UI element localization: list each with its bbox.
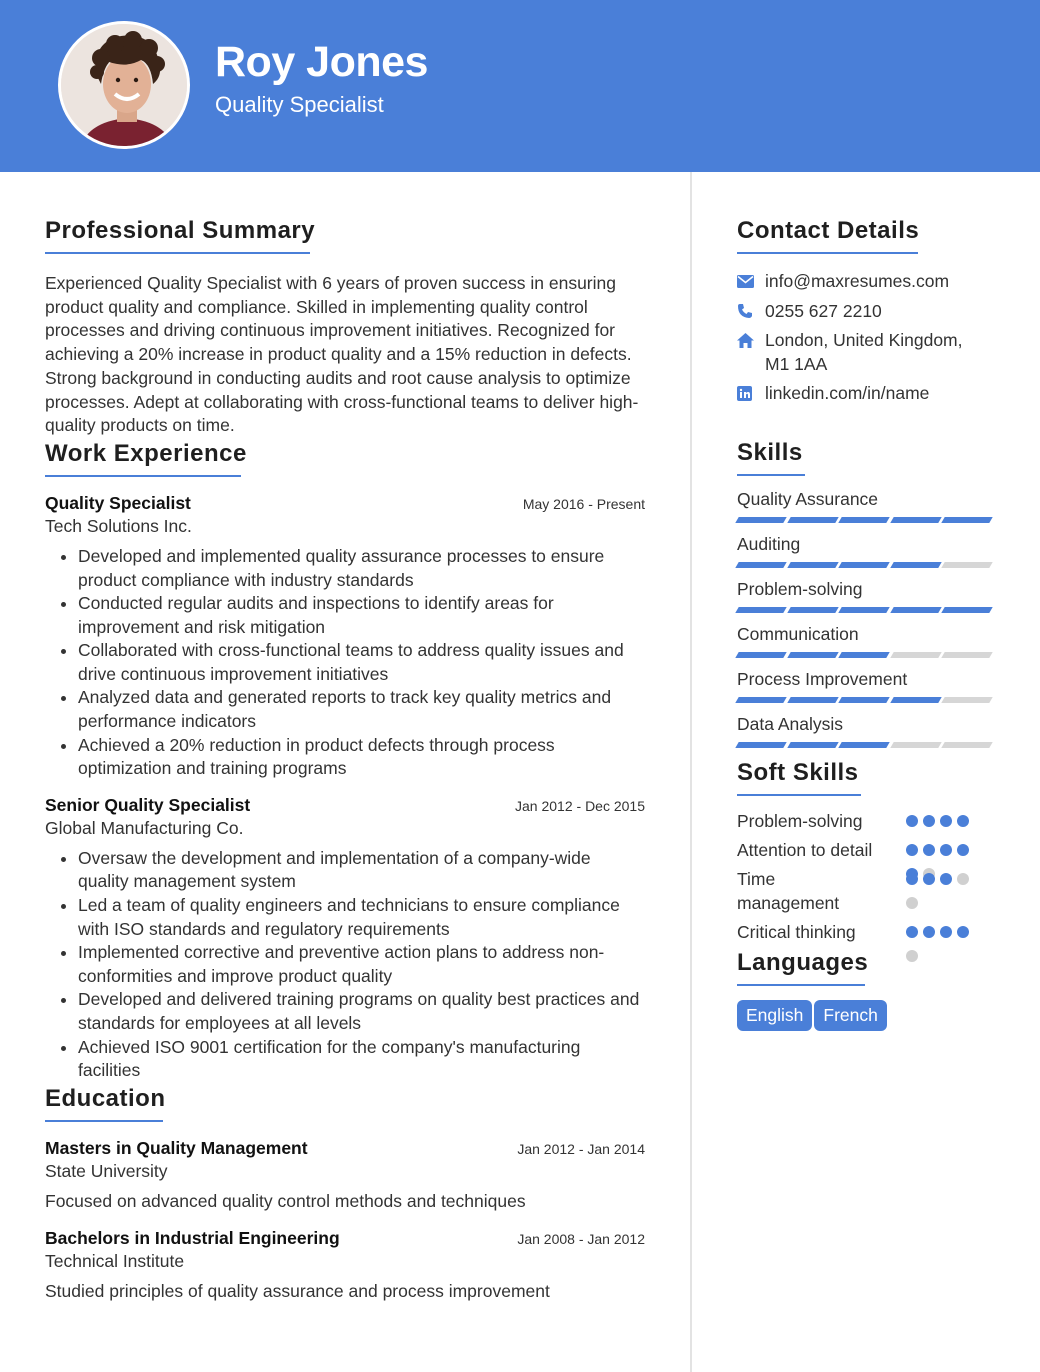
job-entry [45, 493, 645, 781]
skill-level-segment [838, 697, 889, 703]
job-title: Senior Quality Specialist [45, 794, 251, 815]
skill-level-segment [787, 607, 838, 613]
skill-name: Communication [737, 623, 859, 644]
envelope-icon [737, 270, 765, 293]
bullet: • Led a team of quality engineers and technicians to ensure compliance with ISO standards and regulatory requirements [78, 894, 645, 941]
skills-list [737, 489, 997, 748]
soft-skill-name: Problem-solving [737, 810, 863, 831]
skill-level-bar [737, 742, 997, 748]
rating-dot [940, 844, 952, 856]
bullet: • Analyzed data and generated reports to track key quality metrics and performance indicators [78, 686, 645, 733]
contact-section [737, 217, 997, 406]
skill-level-segment [838, 517, 889, 523]
work-section [45, 440, 645, 1083]
candidate-role: Quality Specialist [215, 92, 384, 117]
skill-level-segment [735, 697, 786, 703]
skill-level-segment [890, 607, 941, 613]
education-date: Jan 2008 - Jan 2012 [517, 1230, 645, 1247]
skill-level-segment [787, 742, 838, 748]
skill-level-segment [735, 517, 786, 523]
soft-skill-rating [906, 873, 981, 921]
soft-skills-section [737, 759, 997, 944]
degree: Masters in Quality Management [45, 1137, 308, 1158]
skill-level-segment [941, 517, 992, 523]
soft-skill-name: Attention to detail [737, 839, 873, 860]
soft-skill-name: Time management [737, 868, 840, 913]
phone-text: 0255 627 2210 [765, 300, 882, 321]
education-desc: Focused on advanced quality control methods and techniques [45, 1190, 526, 1211]
job-bullets [45, 545, 645, 781]
job-company: Tech Solutions Inc. [45, 515, 192, 536]
rating-dot [940, 926, 952, 938]
soft-skills-title: Soft Skills [737, 759, 861, 796]
rating-dot [957, 844, 969, 856]
skill-item [737, 489, 997, 523]
job-date: Jan 2012 - Dec 2015 [515, 797, 645, 814]
avatar [58, 21, 190, 149]
home-icon [737, 329, 765, 352]
header [0, 0, 1040, 172]
education-date: Jan 2012 - Jan 2014 [517, 1140, 645, 1157]
rating-dot [957, 926, 969, 938]
skill-level-segment [941, 742, 992, 748]
contact-title: Contact Details [737, 217, 918, 254]
skill-level-segment [890, 517, 941, 523]
skill-item [737, 624, 997, 658]
rating-dot [923, 815, 935, 827]
soft-skill-name: Critical thinking [737, 921, 856, 942]
bullet: • Achieved a 20% reduction in product defects through process optimization and training programs [78, 734, 645, 781]
rating-dot [906, 815, 918, 827]
skills-section [737, 439, 997, 748]
skill-level-segment [787, 697, 838, 703]
rating-dot [906, 844, 918, 856]
job-date: May 2016 - Present [522, 495, 645, 512]
job-title: Quality Specialist [45, 492, 191, 513]
rating-dot [906, 897, 918, 909]
skill-level-bar [737, 562, 997, 568]
skill-level-segment [838, 562, 889, 568]
skill-level-segment [838, 742, 889, 748]
side-column [737, 172, 997, 1031]
contact-phone[interactable] [737, 300, 997, 324]
main-column [45, 172, 645, 1302]
language-badge: English [737, 1000, 812, 1031]
education-title: Education [45, 1085, 163, 1122]
education-desc: Studied principles of quality assurance and process improvement [45, 1280, 550, 1301]
linkedin-icon [737, 382, 765, 405]
bullet: • Developed and implemented quality assurance processes to ensure product compliance with industry standards [78, 545, 645, 592]
education-section [45, 1085, 645, 1302]
bullet: • Conducted regular audits and inspections to identify areas for improvement and risk mitigation [78, 592, 645, 639]
email-text: info@maxresumes.com [765, 271, 950, 291]
rating-dot [940, 815, 952, 827]
candidate-name: Roy Jones [215, 38, 428, 86]
rating-dot [940, 873, 952, 885]
languages-title: Languages [737, 949, 865, 986]
address-text: London, United Kingdom, M1 1AA [765, 330, 963, 374]
rating-dot [906, 950, 918, 962]
linkedin-text: linkedin.com/in/name [765, 383, 930, 403]
summary-section [45, 217, 645, 438]
skill-item [737, 534, 997, 568]
skill-level-segment [787, 652, 838, 658]
skill-name: Quality Assurance [737, 488, 879, 509]
skill-level-segment [735, 652, 786, 658]
bullet: • Achieved ISO 9001 certification for the company's manufacturing facilities [78, 1036, 645, 1083]
job-bullets [45, 847, 645, 1083]
skill-name: Data Analysis [737, 713, 844, 734]
bullet: • Implemented corrective and preventive action plans to address non-conformities and improve product quality [78, 941, 645, 988]
soft-skill-item [737, 920, 997, 944]
school: Technical Institute [45, 1250, 185, 1271]
rating-dot [923, 844, 935, 856]
work-title: Work Experience [45, 440, 241, 477]
skill-level-segment [735, 562, 786, 568]
rating-dot [906, 926, 918, 938]
skill-item [737, 579, 997, 613]
degree: Bachelors in Industrial Engineering [45, 1227, 340, 1248]
rating-dot [906, 873, 918, 885]
skill-level-segment [735, 607, 786, 613]
skill-level-bar [737, 697, 997, 703]
rating-dot [957, 873, 969, 885]
soft-skills-list [737, 809, 997, 944]
rating-dot [957, 815, 969, 827]
skill-level-segment [838, 652, 889, 658]
skill-level-segment [941, 652, 992, 658]
contact-linkedin[interactable] [737, 382, 997, 406]
skill-level-segment [735, 742, 786, 748]
bullet: • Oversaw the development and implementation of a company-wide quality management system [78, 847, 645, 894]
column-divider [690, 172, 692, 1372]
skills-title: Skills [737, 439, 805, 476]
soft-skill-item [737, 838, 997, 862]
soft-skill-rating [906, 926, 981, 974]
skill-level-segment [941, 562, 992, 568]
phone-icon [737, 300, 765, 323]
skill-item [737, 714, 997, 748]
summary-text: Experienced Quality Specialist with 6 years of proven success in ensuring product quality and compliance. Skilled in implementing quality control processes and driving continuous improvement initiatives. Recognized for achieving a 20% increase in product quality and a 15% reduction in defects. Strong background in conducting audits and root cause analysis to optimize processes. Adept at collaborating with cross-functional teams to deliver high-quality products on time. [45, 273, 639, 436]
education-entry [45, 1138, 645, 1212]
soft-skill-item [737, 867, 997, 915]
skill-item [737, 669, 997, 703]
contact-email[interactable] [737, 270, 997, 294]
bullet: • Developed and delivered training programs on quality best practices and standards for employees at all levels [78, 988, 645, 1035]
job-entry [45, 795, 645, 1083]
soft-skill-rating [906, 815, 981, 839]
contact-address [737, 329, 997, 376]
skill-level-segment [890, 742, 941, 748]
bullet: • Collaborated with cross-functional teams to address quality issues and drive continuous improvement initiatives [78, 639, 645, 686]
skill-name: Process Improvement [737, 668, 908, 689]
language-badge: French [814, 1000, 886, 1031]
skill-level-segment [787, 562, 838, 568]
school: State University [45, 1160, 168, 1181]
skill-name: Auditing [737, 533, 801, 554]
skill-name: Problem-solving [737, 578, 863, 599]
skill-level-segment [890, 697, 941, 703]
skill-level-segment [890, 562, 941, 568]
rating-dot [923, 926, 935, 938]
skill-level-segment [838, 607, 889, 613]
skill-level-segment [941, 697, 992, 703]
skill-level-segment [787, 517, 838, 523]
profile-photo [61, 24, 190, 149]
education-entry [45, 1228, 645, 1302]
skill-level-bar [737, 607, 997, 613]
rating-dot [923, 873, 935, 885]
skill-level-segment [890, 652, 941, 658]
soft-skill-item [737, 809, 997, 833]
skill-level-bar [737, 517, 997, 523]
summary-title: Professional Summary [45, 217, 310, 254]
languages-list [737, 1000, 997, 1031]
job-company: Global Manufacturing Co. [45, 817, 244, 838]
skill-level-bar [737, 652, 997, 658]
skill-level-segment [941, 607, 992, 613]
